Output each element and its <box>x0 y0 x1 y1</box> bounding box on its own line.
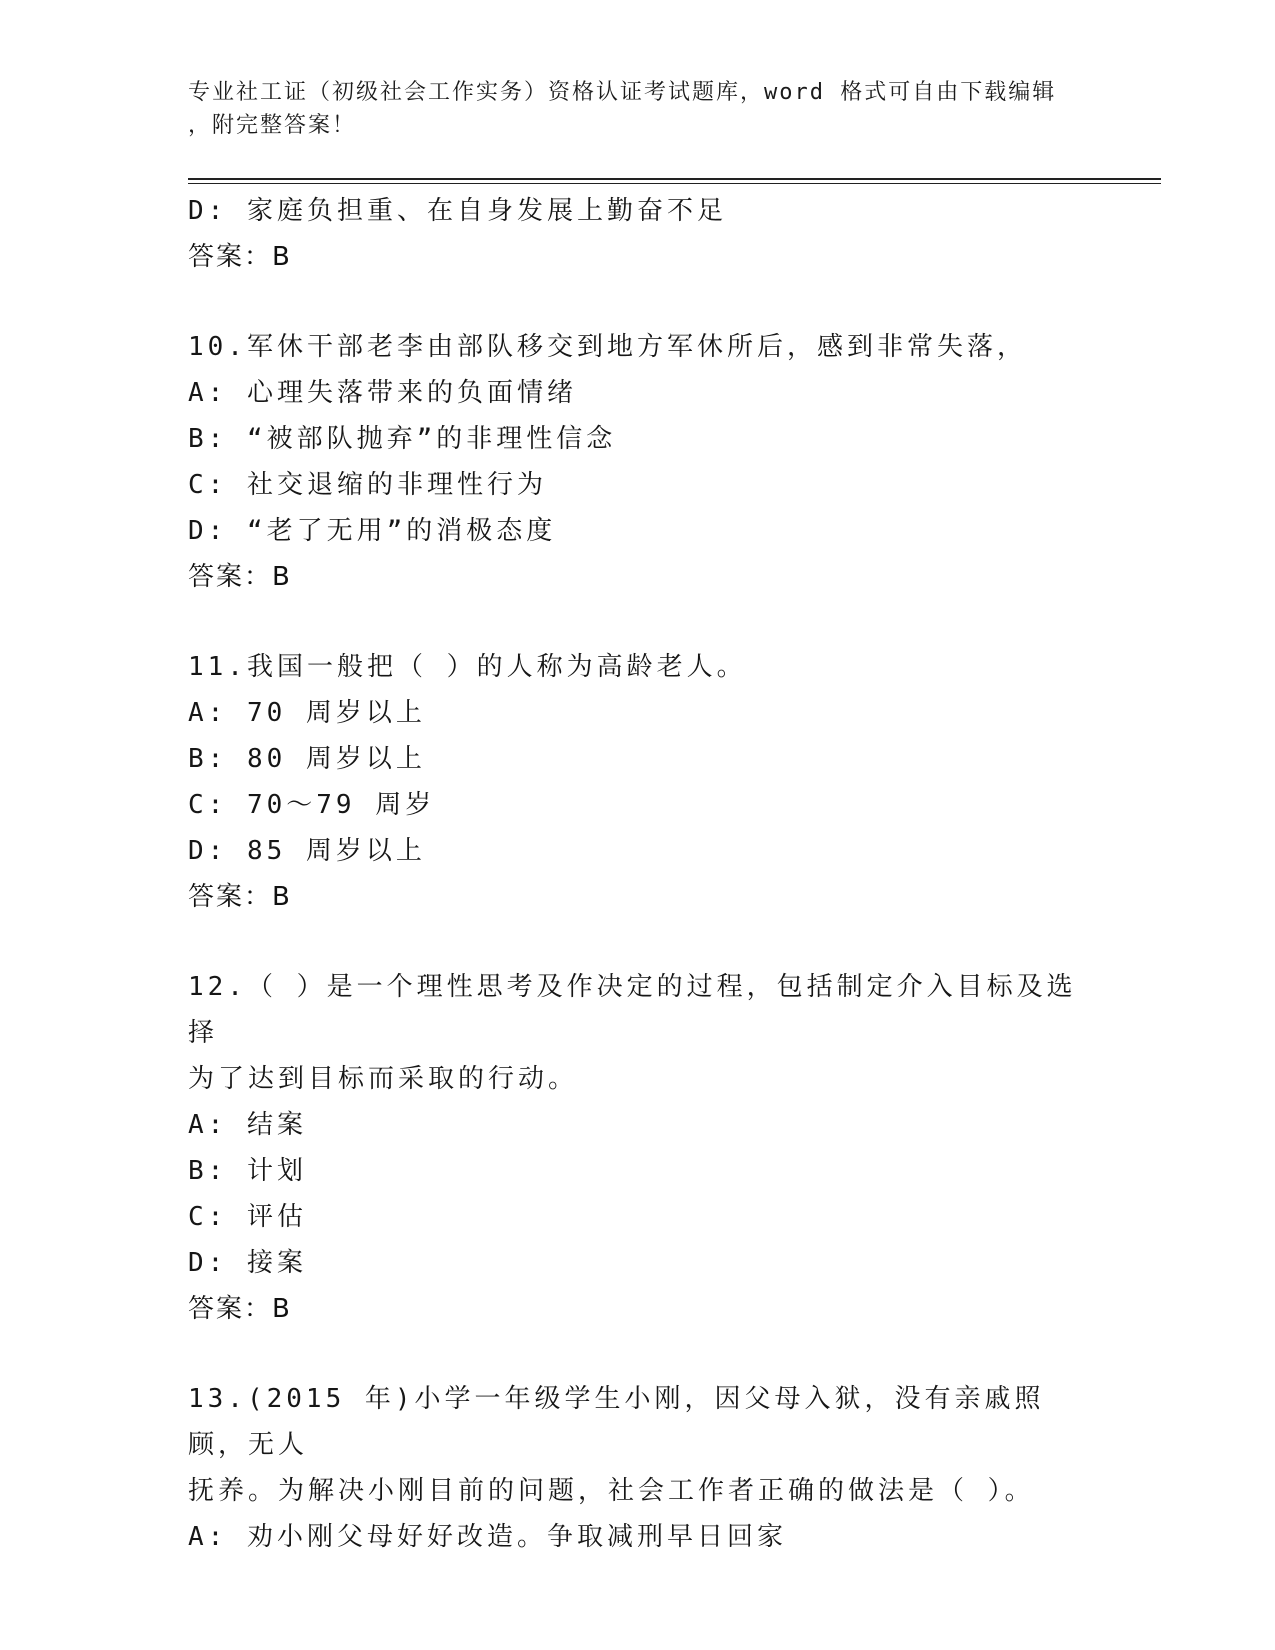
option-a: A: 结案 <box>188 1110 307 1140</box>
option-d: D: “老了无用”的消极态度 <box>188 516 557 546</box>
answer-line: 答案：B <box>188 882 292 912</box>
question-stem-line-2: 为了达到目标而采取的行动。 <box>188 1064 579 1094</box>
previous-question-tail <box>188 188 1108 280</box>
header-title-line-2: ，附完整答案！ <box>188 113 357 138</box>
page-header <box>188 76 1088 142</box>
option-b: B: “被部队抛弃”的非理性信念 <box>188 424 617 454</box>
option-a: A: 劝小刚父母好好改造。争取减刑早日回家 <box>188 1522 787 1552</box>
option-d: D: 85 周岁以上 <box>188 836 426 866</box>
question-stem-line-1: 13.(2015 年)小学一年级学生小刚，因父母入狱，没有亲戚照顾，无人 <box>188 1384 1045 1460</box>
question-12 <box>188 964 1108 1332</box>
question-stem-line-2: 抚养。为解决小刚目前的问题，社会工作者正确的做法是（ ）。 <box>188 1476 1035 1506</box>
question-stem: 10.军休干部老李由部队移交到地方军休所后，感到非常失落， <box>188 332 1027 362</box>
answer-line: 答案：B <box>188 1294 292 1324</box>
question-stem-line-1: 12.（ ）是一个理性思考及作决定的过程，包括制定介入目标及选择 <box>188 972 1077 1048</box>
header-title-line-1: 专业社工证（初级社会工作实务）资格认证考试题库，word 格式可自由下载编辑 <box>188 80 1057 105</box>
answer-line: 答案：B <box>188 562 292 592</box>
spacer <box>188 600 1108 644</box>
option-b: B: 计划 <box>188 1156 307 1186</box>
question-13 <box>188 1376 1108 1560</box>
spacer <box>188 280 1108 324</box>
option-c: C: 70～79 周岁 <box>188 790 436 820</box>
option-d: D: 接案 <box>188 1248 307 1278</box>
option-c: C: 社交退缩的非理性行为 <box>188 470 547 500</box>
spacer <box>188 1332 1108 1376</box>
question-11 <box>188 644 1108 920</box>
header-divider-thin <box>188 183 1161 184</box>
header-divider-thick <box>188 178 1161 180</box>
answer-line: 答案：B <box>188 242 292 272</box>
spacer <box>188 920 1108 964</box>
question-10 <box>188 324 1108 600</box>
option-a: A: 心理失落带来的负面情绪 <box>188 378 577 408</box>
option-d: D: 家庭负担重、在自身发展上勤奋不足 <box>188 196 727 226</box>
option-b: B: 80 周岁以上 <box>188 744 426 774</box>
question-stem: 11.我国一般把（ ）的人称为高龄老人。 <box>188 652 747 682</box>
question-content <box>188 188 1108 1560</box>
option-c: C: 评估 <box>188 1202 307 1232</box>
option-a: A: 70 周岁以上 <box>188 698 426 728</box>
